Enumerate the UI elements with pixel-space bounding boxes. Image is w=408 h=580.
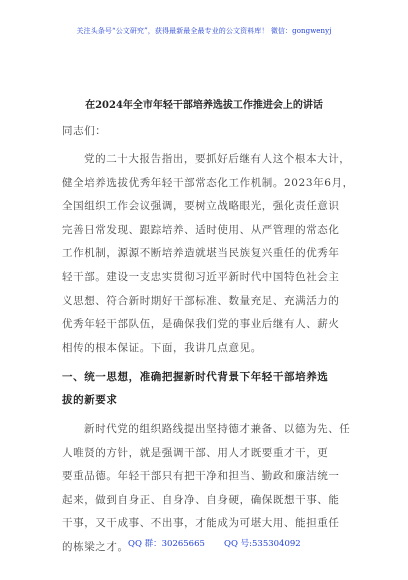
- paragraph-line: 全国组织工作会议强调，要树立战略眼光，强化责任意识: [62, 200, 340, 212]
- paragraph-line: 健全培养选拔优秀年轻干部常态化工作机制。2023年6月，: [62, 177, 354, 189]
- paragraph-line: 要重品德。年轻干部只有把干净和担当、勤政和廉洁统一: [62, 470, 340, 482]
- salutation: 同志们：: [62, 125, 107, 137]
- page-title: 在2024年全市年轻干部培养选拔工作推进会上的讲话: [85, 100, 323, 111]
- paragraph-line: 工作机制，源源不断培养造就堪当民族复兴重任的优秀年: [62, 247, 340, 259]
- paragraph-line: 党的二十大报告指出，要抓好后继有人这个根本大计，: [84, 153, 351, 165]
- section-heading: 一、统一思想，准确把握新时代背景下年轻干部培养选: [62, 371, 329, 383]
- footer-qq-number: QQ 号:535304092: [224, 539, 301, 549]
- paragraph-line: 新时代党的组织路线提出坚持德才兼备、以德为先、任: [84, 423, 351, 435]
- paragraph-line: 完善日常发现、跟踪培养、适时使用、从严管理的常态化: [62, 224, 340, 236]
- paragraph-line: 干事，又干成事、不出事，才能成为可堪大用、能担重任: [62, 517, 340, 529]
- footer-qq-group: QQ 群：30265665: [128, 539, 205, 549]
- paragraph-line: 人唯贤的方针，就是强调干部、用人才既要重才干，更: [62, 447, 329, 459]
- paragraph-line: 相传的根本保证。下面，我讲几点意见。: [62, 342, 262, 354]
- header-banner: 关注头条号“公文研究”，获得最新最全最专业的公文资料库！ 微信：gongwenyj: [76, 27, 332, 35]
- paragraph-line: 义思想、符合新时期好干部标准、数量充足、充满活力的: [62, 295, 340, 307]
- paragraph-line: 起来，做到自身正、自身净、自身硬，确保既想干事、能: [62, 494, 340, 506]
- paragraph-line: 轻干部。建设一支忠实贯彻习近平新时代中国特色社会主: [62, 271, 340, 283]
- section-heading: 拔的新要求: [62, 394, 118, 406]
- paragraph-line: 优秀年轻干部队伍，是确保我们党的事业后继有人、薪火: [62, 318, 340, 330]
- paragraph-line: 的栋梁之才。: [62, 541, 129, 553]
